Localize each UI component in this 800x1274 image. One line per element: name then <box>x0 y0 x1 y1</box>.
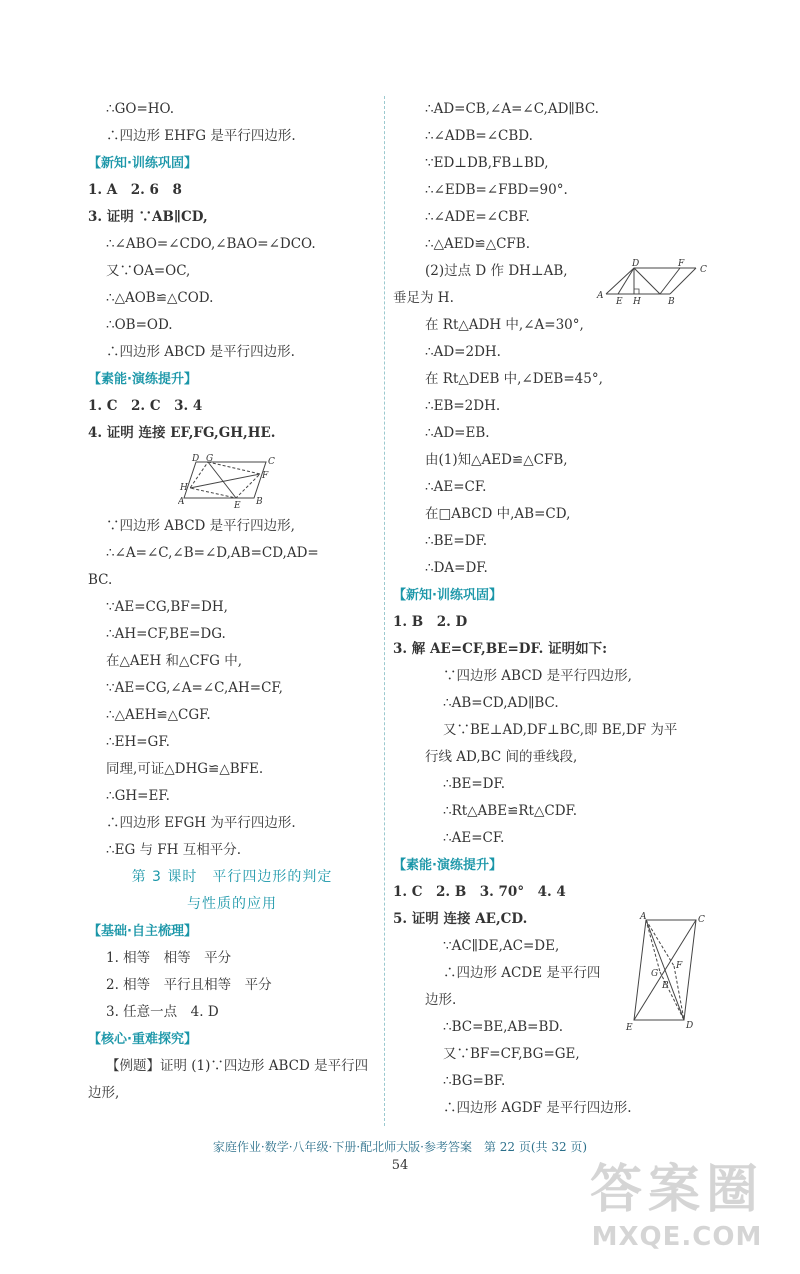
text-line: 3. 解 AE=CF,BE=DF. 证明如下: <box>393 641 608 657</box>
figure-shape <box>660 972 684 1020</box>
text-line: 在 Rt△ADH 中,∠A=30°, <box>425 317 584 333</box>
text-line: 又∵BF=CF,BG=GE, <box>443 1046 580 1062</box>
text-line: 又∵BE⊥AD,DF⊥BC,即 BE,DF 为平 <box>443 722 678 738</box>
column-divider <box>384 96 385 1126</box>
text-line: ∵四边形 ABCD 是平行四边形, <box>106 518 295 534</box>
text-line: 边形. <box>425 992 457 1008</box>
text-line: ∴EH=GF. <box>106 734 170 750</box>
figure-label: B <box>662 981 669 991</box>
text-line: ∴DA=DF. <box>425 560 488 576</box>
text-line: 1. 相等 相等 平分 <box>106 950 232 966</box>
text-line: 1. B 2. D <box>393 614 468 630</box>
text-line: ∴四边形 ACDE 是平行四 <box>443 965 601 981</box>
text-line: 3. 任意一点 4. D <box>106 1004 219 1020</box>
text-line: ∴AD=2DH. <box>425 344 501 360</box>
text-line: ∴AH=CF,BE=DG. <box>106 626 226 642</box>
text-line: ∴四边形 EFGH 为平行四边形. <box>106 815 296 831</box>
text-line: ∴∠ADE=∠CBF. <box>425 209 530 225</box>
figure-label: B <box>668 297 675 306</box>
parallelogram-figure-1 <box>178 452 284 510</box>
text-line: 由(1)知△AED≌△CFB, <box>425 452 568 468</box>
figure-shape <box>190 462 260 498</box>
section-heading: 【素能·演练提升】 <box>393 858 502 873</box>
text-line: ∵四边形 ABCD 是平行四边形, <box>443 668 632 684</box>
figure-label: C <box>698 915 705 925</box>
watermark-url: MXQE.COM <box>591 1222 763 1252</box>
figure-label: D <box>632 259 640 269</box>
text-line: ∵ED⊥DB,FB⊥BD, <box>425 155 549 171</box>
figure-shape <box>646 920 674 966</box>
text-line: ∴EB=2DH. <box>425 398 501 414</box>
figure-label: C <box>700 265 707 275</box>
text-line: ∴四边形 EHFG 是平行四边形. <box>106 128 296 144</box>
text-line: 2. 相等 平行且相等 平分 <box>106 977 272 993</box>
figure-label: G <box>206 454 214 464</box>
text-line: ∴∠A=∠C,∠B=∠D,AB=CD,AD= <box>106 545 319 561</box>
text-line: ∴EG 与 FH 互相平分. <box>106 842 242 858</box>
text-line: ∵AE=CG,∠A=∠C,AH=CF, <box>106 680 283 696</box>
text-line: ∴AD=CB,∠A=∠C,AD∥BC. <box>425 101 599 117</box>
figure-label: F <box>678 259 685 269</box>
text-line: 在 Rt△DEB 中,∠DEB=45°, <box>425 371 603 387</box>
figure-label: C <box>268 457 275 467</box>
text-line: 在□ABCD 中,AB=CD, <box>425 506 571 522</box>
figure-shape <box>660 268 680 294</box>
figure-label: D <box>686 1021 694 1031</box>
text-line: ∴OB=OD. <box>106 317 173 333</box>
figure-shape <box>634 268 660 294</box>
parallelogram-figure-2 <box>596 258 712 306</box>
lesson-title: 第 3 课时 平行四边形的判定 <box>131 869 333 885</box>
section-heading: 【素能·演练提升】 <box>88 372 197 387</box>
text-line: 1. C 2. C 3. 4 <box>88 398 203 414</box>
figure-label: D <box>192 454 200 464</box>
parallelogram-figure-3 <box>624 910 714 1032</box>
figure-label: G <box>651 969 659 979</box>
figure-label: E <box>616 297 623 306</box>
text-line: 3. 证明 ∵AB∥CD, <box>88 209 208 225</box>
text-line: ∴BG=BF. <box>443 1073 506 1089</box>
section-heading: 【核心·重难探究】 <box>88 1032 197 1047</box>
text-line: ∴AD=EB. <box>425 425 490 441</box>
lesson-title: 与性质的应用 <box>187 896 277 912</box>
text-line: 4. 证明 连接 EF,FG,GH,HE. <box>88 425 276 441</box>
figure-label: A <box>178 497 185 507</box>
text-line: ∴∠ABO=∠CDO,∠BAO=∠DCO. <box>106 236 316 252</box>
figure-shape <box>646 920 660 972</box>
figure-label: B <box>256 497 263 507</box>
figure-label: E <box>626 1023 633 1032</box>
figure-label: F <box>262 471 269 481</box>
text-line: 【例题】证明 (1)∵四边形 ABCD 是平行四 <box>106 1058 369 1074</box>
section-heading: 【新知·训练巩固】 <box>88 156 197 171</box>
figure-label: F <box>676 961 683 971</box>
figure-shape <box>634 920 696 1020</box>
text-line: 在△AEH 和△CFG 中, <box>106 653 242 669</box>
text-line: ∴∠ADB=∠CBD. <box>425 128 533 144</box>
section-heading: 【新知·训练巩固】 <box>393 588 502 603</box>
text-line: ∴Rt△ABE≌Rt△CDF. <box>443 803 578 819</box>
text-line: ∴∠EDB=∠FBD=90°. <box>425 182 568 198</box>
figure-label: A <box>640 912 647 922</box>
text-line: 5. 证明 连接 AE,CD. <box>393 911 528 927</box>
figure-shape <box>670 268 696 294</box>
left-column <box>88 96 376 1107</box>
text-line: ∴△AEH≌△CGF. <box>106 707 211 723</box>
text-line: ∵AE=CG,BF=DH, <box>106 599 228 615</box>
text-line: ∴AE=CF. <box>425 479 487 495</box>
watermark-logo <box>582 1158 772 1268</box>
text-line: ∵AC∥DE,AC=DE, <box>443 938 560 954</box>
figure-label: A <box>597 291 604 301</box>
section-heading: 【基础·自主梳理】 <box>88 924 197 939</box>
text-line: ∴BC=BE,AB=BD. <box>443 1019 564 1035</box>
figure-shape <box>190 474 260 488</box>
figure-shape <box>674 966 684 1020</box>
figure-label: H <box>180 483 188 493</box>
text-line: BC. <box>88 572 113 588</box>
text-line: ∴GO=HO. <box>106 101 175 117</box>
text-line: 同理,可证△DHG≌△BFE. <box>106 761 264 777</box>
figure-label: H <box>633 297 641 306</box>
text-line: ∴AB=CD,AD∥BC. <box>443 695 559 711</box>
watermark-text: 答案圈 <box>589 1160 764 1220</box>
figure-shape <box>634 289 639 294</box>
text-line: ∴BE=DF. <box>425 533 488 549</box>
text-line: 行线 AD,BC 间的垂线段, <box>425 749 578 765</box>
text-line: ∴四边形 AGDF 是平行四边形. <box>443 1100 632 1116</box>
text-line: ∴△AED≌△CFB. <box>425 236 531 252</box>
text-line: ∴△AOB≌△COD. <box>106 290 214 306</box>
text-line: ∴四边形 ABCD 是平行四边形. <box>106 344 295 360</box>
text-line: (2)过点 D 作 DH⊥AB, <box>425 263 568 279</box>
text-line: 垂足为 H. <box>393 290 454 306</box>
text-line: ∴GH=EF. <box>106 788 170 804</box>
text-line: ∴AE=CF. <box>443 830 505 846</box>
figure-label: E <box>234 501 241 510</box>
text-line: 边形, <box>88 1085 120 1101</box>
page-number: 54 <box>391 1158 409 1173</box>
footer-title: 家庭作业·数学·八年级·下册·配北师大版·参考答案 第 22 页(共 32 页) <box>212 1140 588 1154</box>
text-line: 又∵OA=OC, <box>106 263 191 279</box>
text-line: 1. A 2. 6 8 <box>88 182 182 198</box>
text-line: 1. C 2. B 3. 70° 4. 4 <box>393 884 566 900</box>
text-line: ∴BE=DF. <box>443 776 506 792</box>
